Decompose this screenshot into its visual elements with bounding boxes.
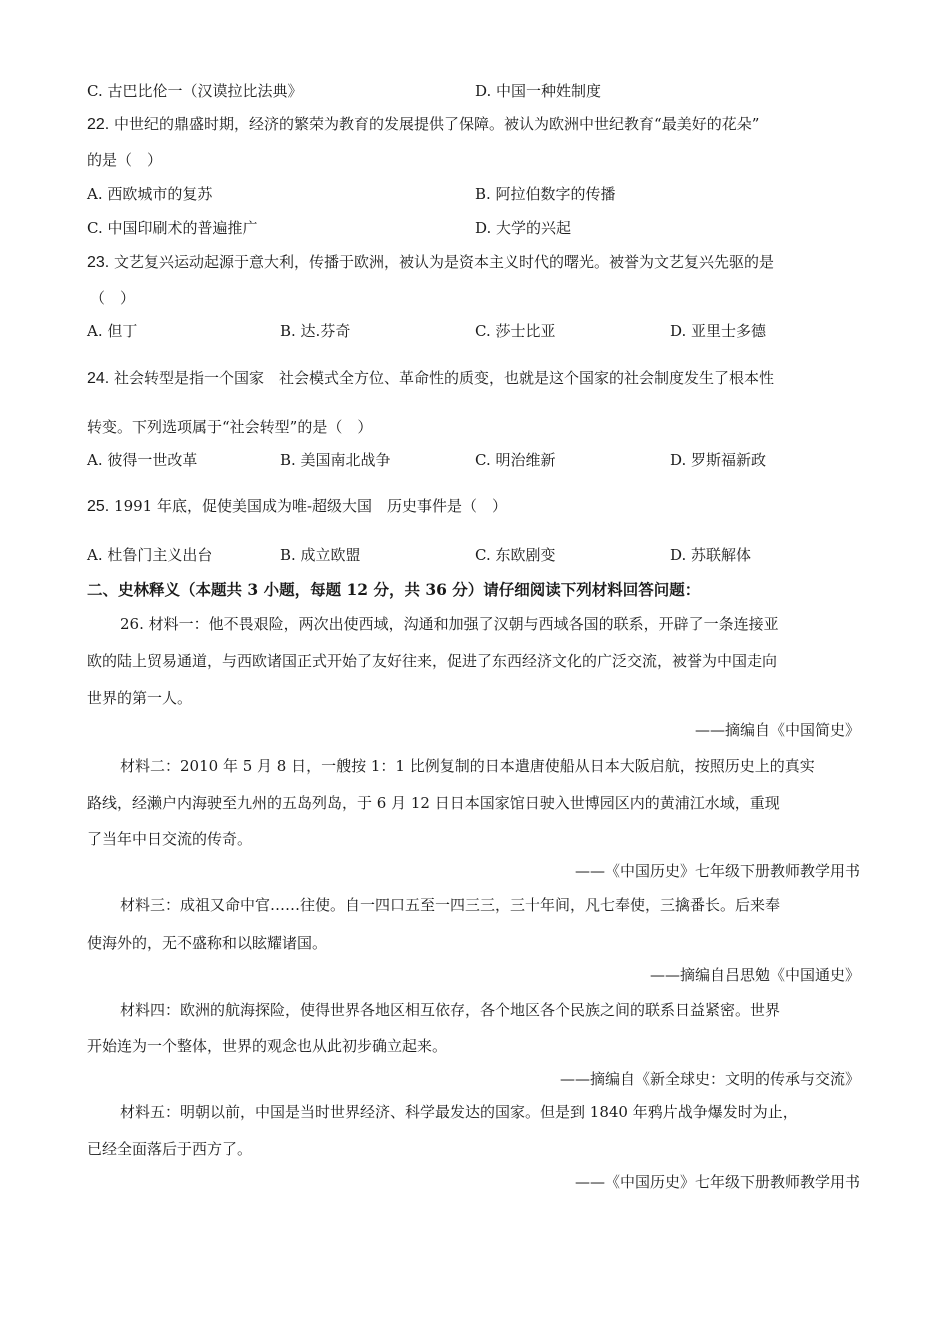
q22-number: 22. bbox=[87, 116, 110, 133]
q26-material-3-line-1: 材料三：成祖又命中官……往使。自一四口五至一四三三，三十年间，凡七奉使，三擒番长。后来奉 bbox=[120, 896, 781, 914]
section-2-heading: 二、史林释义（本题共 3 小题，每题 12 分，共 36 分）请仔细阅读下列材料回答问题： bbox=[87, 580, 701, 599]
q23-number: 23. bbox=[87, 254, 110, 271]
q22-option-b: B. 阿拉伯数字的传播 bbox=[475, 185, 616, 203]
q22-stem-text: 中世纪的鼎盛时期，经济的繁荣为教育的发展提供了保障。被认为欧洲中世纪教育“最美好的花朵” bbox=[114, 115, 760, 133]
q23-option-c: C. 莎士比亚 bbox=[475, 322, 556, 340]
q23-stem-line-1 bbox=[87, 252, 774, 273]
q25-option-a: A. 杜鲁门主义出台 bbox=[87, 546, 213, 564]
q26-material-3-source: ——摘编自吕思勉《中国通史》 bbox=[649, 966, 860, 984]
q26-material-5-line-2: 已经全面落后于西方了。 bbox=[87, 1140, 253, 1158]
q26-material-4-source: ——摘编自《新全球史：文明的传承与交流》 bbox=[559, 1070, 860, 1088]
q26-material-4-line-2: 开始连为一个整体，世界的观念也从此初步确立起来。 bbox=[87, 1037, 448, 1055]
q24-option-a: A. 彼得一世改革 bbox=[87, 451, 198, 469]
q24-option-d: D. 罗斯福新政 bbox=[670, 451, 767, 469]
q26-material-4-line-1: 材料四：欧洲的航海探险，使得世界各地区相互依存，各个地区各个民族之间的联系日益紧密。世界 bbox=[120, 1001, 781, 1019]
q24-option-b: B. 美国南北战争 bbox=[280, 451, 391, 469]
q22-option-a: A. 西欧城市的复苏 bbox=[87, 185, 213, 203]
q26-material-3-line-2: 使海外的，无不盛称和以眩耀诸国。 bbox=[87, 934, 328, 952]
q23-option-d: D. 亚里士多德 bbox=[670, 322, 767, 340]
q21-option-c: C. 古巴比伦一（汉谟拉比法典》 bbox=[87, 82, 303, 100]
q26-material-1-line-2: 欧的陆上贸易通道，与西欧诸国正式开始了友好往来，促进了东西经济文化的广泛交流，被誉为中国走向 bbox=[87, 652, 778, 670]
q24-number: 24. bbox=[87, 370, 110, 387]
q25-stem-text: 1991 年底，促使美国成为唯-超级大国 历史事件是（ ） bbox=[114, 497, 508, 515]
q24-stem-text: 社会转型是指一个国家 社会模式全方位、革命性的质变，也就是这个国家的社会制度发生了根本性 bbox=[114, 369, 775, 387]
q26-material-2-line-2: 路线，经濑户内海驶至九州的五岛列岛，于 6 月 12 日日本国家馆日驶入世博园区内的黄浦江水域，重现 bbox=[87, 794, 780, 812]
q22-stem-line-2: 的是（ ） bbox=[87, 151, 163, 169]
q23-stem-line-2: （ ） bbox=[90, 289, 136, 307]
q26-material-1-line-1: 26. 材料一：他不畏艰险，两次出使西域，沟通和加强了汉朝与西域各国的联系，开辟了一条连接亚 bbox=[120, 615, 779, 633]
q25-number: 25. bbox=[87, 498, 110, 515]
q23-option-b: B. 达.芬奇 bbox=[280, 322, 351, 340]
q21-option-d: D. 中国一种姓制度 bbox=[475, 82, 602, 100]
q23-option-a: A. 但丁 bbox=[87, 322, 138, 340]
q26-material-1-source: ——摘编自《中国简史》 bbox=[694, 721, 860, 739]
q26-material-2-source: ——《中国历史》七年级下册教师教学用书 bbox=[574, 862, 860, 880]
q26-material-2-line-1: 材料二：2010 年 5 月 8 日，一艘按 1：1 比例复制的日本遣唐使船从日本大阪启航，按照历史上的真实 bbox=[120, 757, 815, 775]
q26-material-2-line-3: 了当年中日交流的传奇。 bbox=[87, 830, 253, 848]
q26-material-1-line-3: 世界的第一人。 bbox=[87, 689, 193, 707]
q24-option-c: C. 明治维新 bbox=[475, 451, 556, 469]
q23-stem-text: 文艺复兴运动起源于意大利，传播于欧洲，被认为是资本主义时代的曙光。被誉为文艺复兴先驱的是 bbox=[114, 253, 775, 271]
q25-stem-line-1 bbox=[87, 496, 507, 517]
q26-material-5-source: ——《中国历史》七年级下册教师教学用书 bbox=[574, 1173, 860, 1191]
q26-material-5-line-1: 材料五：明朝以前，中国是当时世界经济、科学最发达的国家。但是到 1840 年鸦片战争爆发时为止， bbox=[120, 1103, 798, 1121]
q22-stem-line-1 bbox=[87, 114, 759, 135]
q24-stem-line-2: 转变。下列选项属于“社会转型”的是（ ） bbox=[87, 418, 373, 436]
q22-option-c: C. 中国印刷术的普遍推广 bbox=[87, 219, 258, 237]
q22-option-d: D. 大学的兴起 bbox=[475, 219, 572, 237]
q25-option-c: C. 东欧剧变 bbox=[475, 546, 556, 564]
q25-option-b: B. 成立欧盟 bbox=[280, 546, 361, 564]
q25-option-d: D. 苏联解体 bbox=[670, 546, 752, 564]
q24-stem-line-1 bbox=[87, 368, 774, 389]
